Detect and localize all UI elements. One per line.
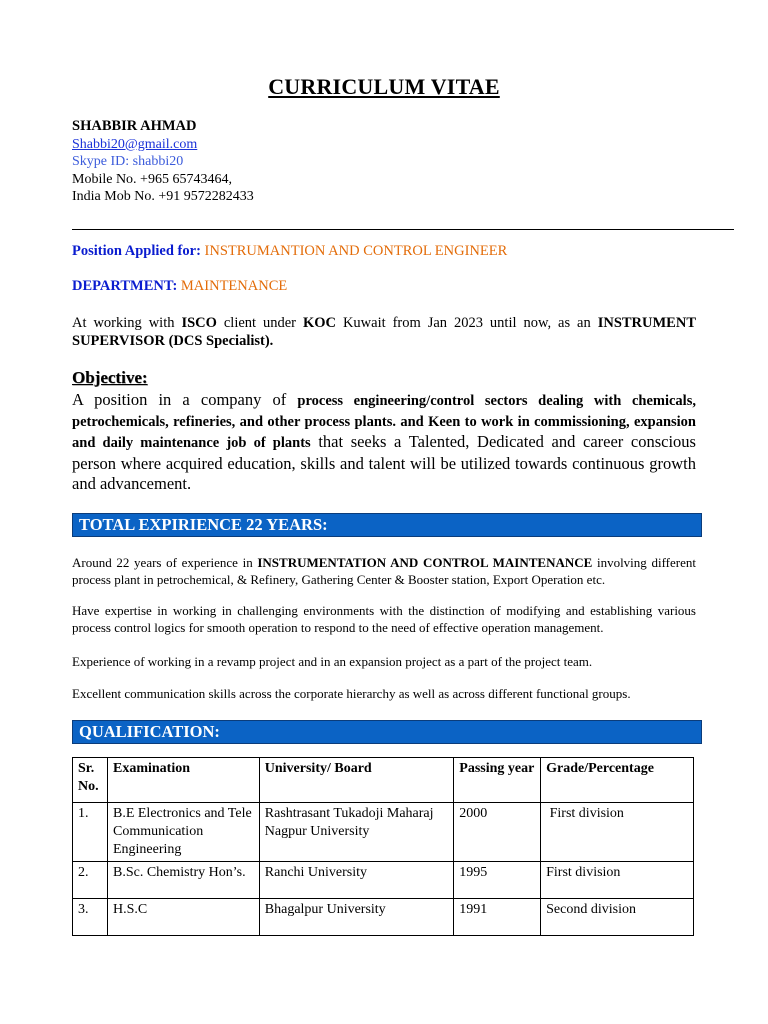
objective-text xyxy=(72,390,696,494)
cell-university: Bhagalpur University xyxy=(259,899,454,936)
page-title: CURRICULUM VITAE xyxy=(268,74,500,99)
header-sr-no: Sr. No. xyxy=(73,758,108,803)
position-applied xyxy=(72,243,507,260)
table-header-row xyxy=(73,758,694,803)
current-work-text: Kuwait from Jan 2023 until now, as an xyxy=(336,315,598,331)
header-divider xyxy=(72,229,734,230)
department-value: MAINTENANCE xyxy=(180,278,288,294)
cell-examination: B.Sc. Chemistry Hon’s. xyxy=(107,862,259,899)
objective-text-part: A position in a company of xyxy=(72,390,298,409)
skype-id: Skype ID: shabbi20 xyxy=(72,154,184,169)
cell-sr-no: 3. xyxy=(73,899,108,936)
table-row xyxy=(73,862,694,899)
experience-section-header: TOTAL EXPIRIENCE 22 YEARS: xyxy=(72,513,702,537)
qualification-section-header: QUALIFICATION: xyxy=(72,720,702,744)
cell-grade: Second division xyxy=(541,899,694,936)
cell-passing-year: 2000 xyxy=(454,803,541,862)
objective-text-bold: process engineering/control sectors dealing with chemicals, petrochemicals, refineries, and other process plants. and Keen to work in commissioning, expansion and daily maintenance job of plants xyxy=(72,393,696,452)
current-work-company: ISCO xyxy=(181,315,217,331)
project-experience-paragraph: Experience of working in a revamp project and in an expansion project as a part of the project team. xyxy=(72,654,593,669)
table-row xyxy=(73,803,694,862)
header-examination: Examination xyxy=(107,758,259,803)
experience-field: INSTRUMENTATION AND CONTROL MAINTENANCE xyxy=(257,555,593,570)
candidate-name: SHABBIR AHMAD xyxy=(72,118,197,134)
cell-grade: First division xyxy=(541,803,694,862)
objective-text-part: that seeks a Talented, Dedicated and career conscious person where acquired education, skills and talent will be utilized towards continuous growth and advancement. xyxy=(72,432,696,493)
current-work-text: At working with xyxy=(72,315,182,331)
cell-examination: H.S.C xyxy=(107,899,259,936)
qualification-table xyxy=(72,757,694,936)
cell-examination: B.E Electronics and Tele Communication Engineering xyxy=(107,803,259,862)
position-label: Position Applied for: xyxy=(72,243,201,259)
cell-sr-no: 1. xyxy=(73,803,108,862)
cell-grade: First division xyxy=(541,862,694,899)
department-label: DEPARTMENT: xyxy=(72,278,178,294)
cell-university: Rashtrasant Tukadoji Maharaj Nagpur University xyxy=(259,803,454,862)
current-work-statement xyxy=(72,314,696,350)
table-row xyxy=(73,899,694,936)
india-mobile-number: India Mob No. +91 9572282433 xyxy=(72,189,254,204)
experience-text: involving different process plant in petrochemical, & Refinery, Gathering Center & Booster station, Export Operation etc. xyxy=(72,555,696,587)
experience-text: Around 22 years of experience in xyxy=(72,555,258,570)
experience-summary xyxy=(72,554,696,588)
current-work-text: client under xyxy=(216,315,303,331)
header-passing-year: Passing year xyxy=(454,758,541,803)
objective-heading: Objective: xyxy=(72,368,148,387)
department xyxy=(72,278,287,295)
mobile-number: Mobile No. +965 65743464, xyxy=(72,171,232,187)
header-university: University/ Board xyxy=(259,758,454,803)
cell-passing-year: 1995 xyxy=(454,862,541,899)
email-link[interactable]: Shabbi20@gmail.com xyxy=(72,136,198,152)
cell-university: Ranchi University xyxy=(259,862,454,899)
current-work-role: INSTRUMENT SUPERVISOR (DCS Specialist). xyxy=(72,315,696,349)
communication-skills-paragraph: Excellent communication skills across the corporate hierarchy as well as across different functional groups. xyxy=(72,686,631,701)
cell-passing-year: 1991 xyxy=(454,899,541,936)
header-grade: Grade/Percentage xyxy=(541,758,694,803)
contact-block xyxy=(72,118,254,206)
cell-sr-no: 2. xyxy=(73,862,108,899)
current-work-client: KOC xyxy=(302,315,336,331)
position-value: INSTRUMANTION AND CONTROL ENGINEER xyxy=(204,243,508,259)
expertise-paragraph: Have expertise in working in challenging environments with the distinction of modifying and establishing various process control logics for smooth operation to respond to the need of effective operation management. xyxy=(72,603,696,635)
